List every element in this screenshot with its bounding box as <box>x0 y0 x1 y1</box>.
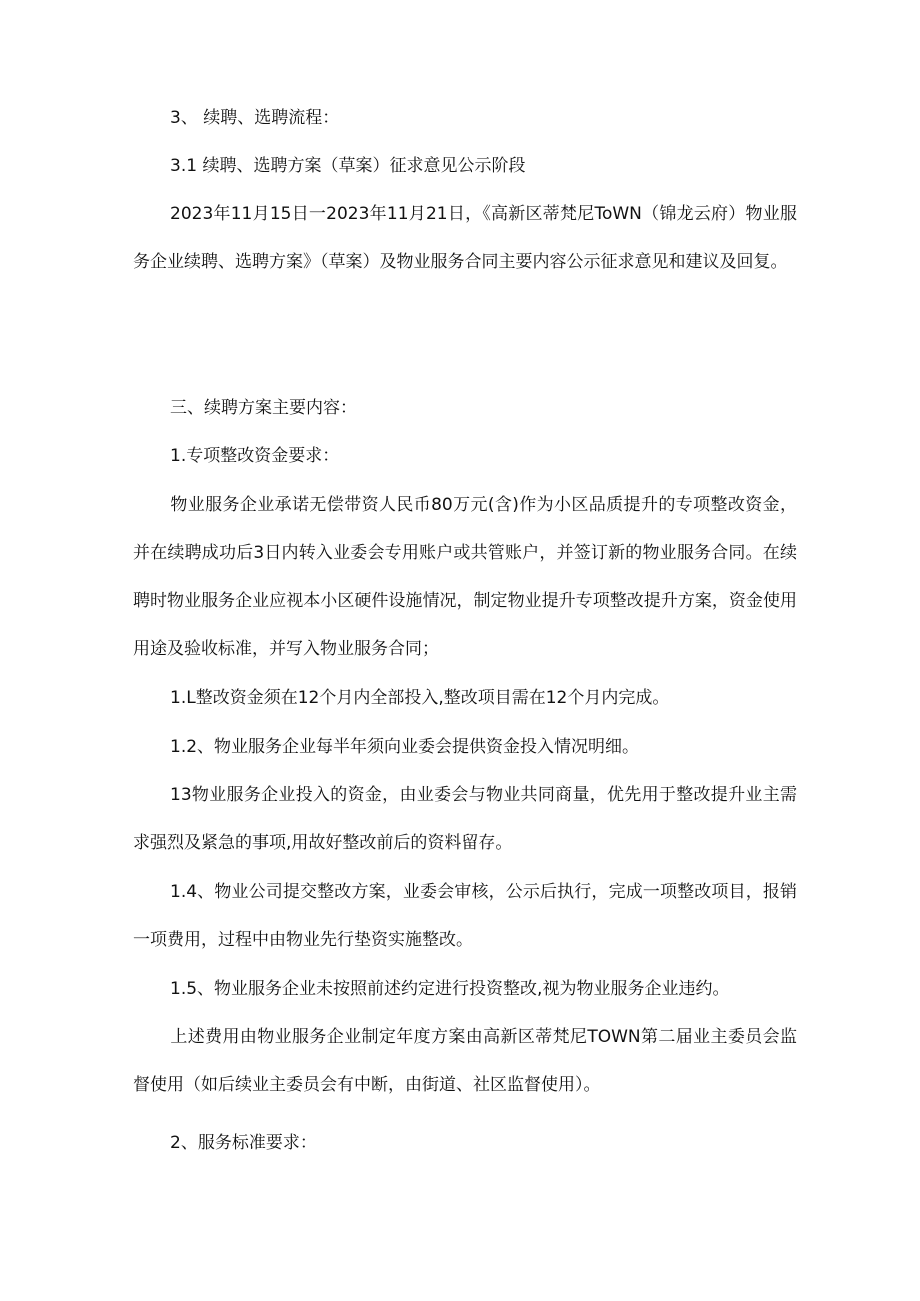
step-3-heading-text: 3、 续聘、选聘流程： <box>170 108 340 128</box>
supervision-paragraph <box>133 1013 797 1109</box>
item-1-3-paragraph <box>133 771 797 867</box>
step-3-1-heading <box>133 142 797 190</box>
item-1-3-text: 13物业服务企业投入的资金，由业委会与物业共同商量，优先用于整改提升业主需求强烈及紧急的事项,用故好整改前后的资料留存。 <box>133 785 797 853</box>
item-2-heading-text: 2、服务标准要求： <box>170 1133 317 1153</box>
item-1-5-paragraph <box>133 965 797 1013</box>
item-1-heading <box>133 432 797 480</box>
section-3-heading-text: 三、续聘方案主要内容： <box>170 398 357 418</box>
item-1-1-text: 1.L整改资金须在12个月内全部投入,整改项目需在12个月内完成。 <box>170 688 670 708</box>
supervision-text: 上述费用由物业服务企业制定年度方案由高新区蒂梵尼TOWN第二届业主委员会监督使用（如后续业主委员会有中断，由街道、社区监督使用）。 <box>133 1027 797 1095</box>
section-3-heading <box>133 384 797 432</box>
notice-period-paragraph <box>133 190 797 286</box>
item-1-1-paragraph <box>133 674 797 722</box>
item-1-2-paragraph <box>133 723 797 771</box>
step-3-1-heading-text: 3.1 续聘、选聘方案（草案）征求意见公示阶段 <box>170 156 526 176</box>
fund-commitment-text: 物业服务企业承诺无偿带资人民币80万元(含)作为小区品质提升的专项整改资金，并在续聘成功后3日内转入业委会专用账户或共管账户，并签订新的物业服务合同。在续聘时物业服务企业应视本小区硬件设施情况，制定物业提升专项整改提升方案，资金使用用途及验收标准，并写入物业服务合同； <box>133 495 797 659</box>
fund-commitment-paragraph <box>133 481 797 673</box>
step-3-heading <box>133 94 797 142</box>
notice-period-text: 2023年11月15日一2023年11月21日，《高新区蒂梵尼ToWN（锦龙云府）物业服务企业续聘、选聘方案》（草案）及物业服务合同主要内容公示征求意见和建议及回复。 <box>133 204 797 272</box>
item-1-4-text: 1.4、物业公司提交整改方案，业委会审核，公示后执行，完成一项整改项目，报销一项费用，过程中由物业先行垫资实施整改。 <box>133 882 797 950</box>
item-1-2-text: 1.2、物业服务企业每半年须向业委会提供资金投入情况明细。 <box>170 737 640 757</box>
item-2-heading <box>133 1119 797 1167</box>
item-1-heading-text: 1.专项整改资金要求： <box>170 446 340 466</box>
item-1-4-paragraph <box>133 868 797 964</box>
item-1-5-text: 1.5、物业服务企业未按照前述约定进行投资整改,视为物业服务企业违约。 <box>170 979 730 999</box>
